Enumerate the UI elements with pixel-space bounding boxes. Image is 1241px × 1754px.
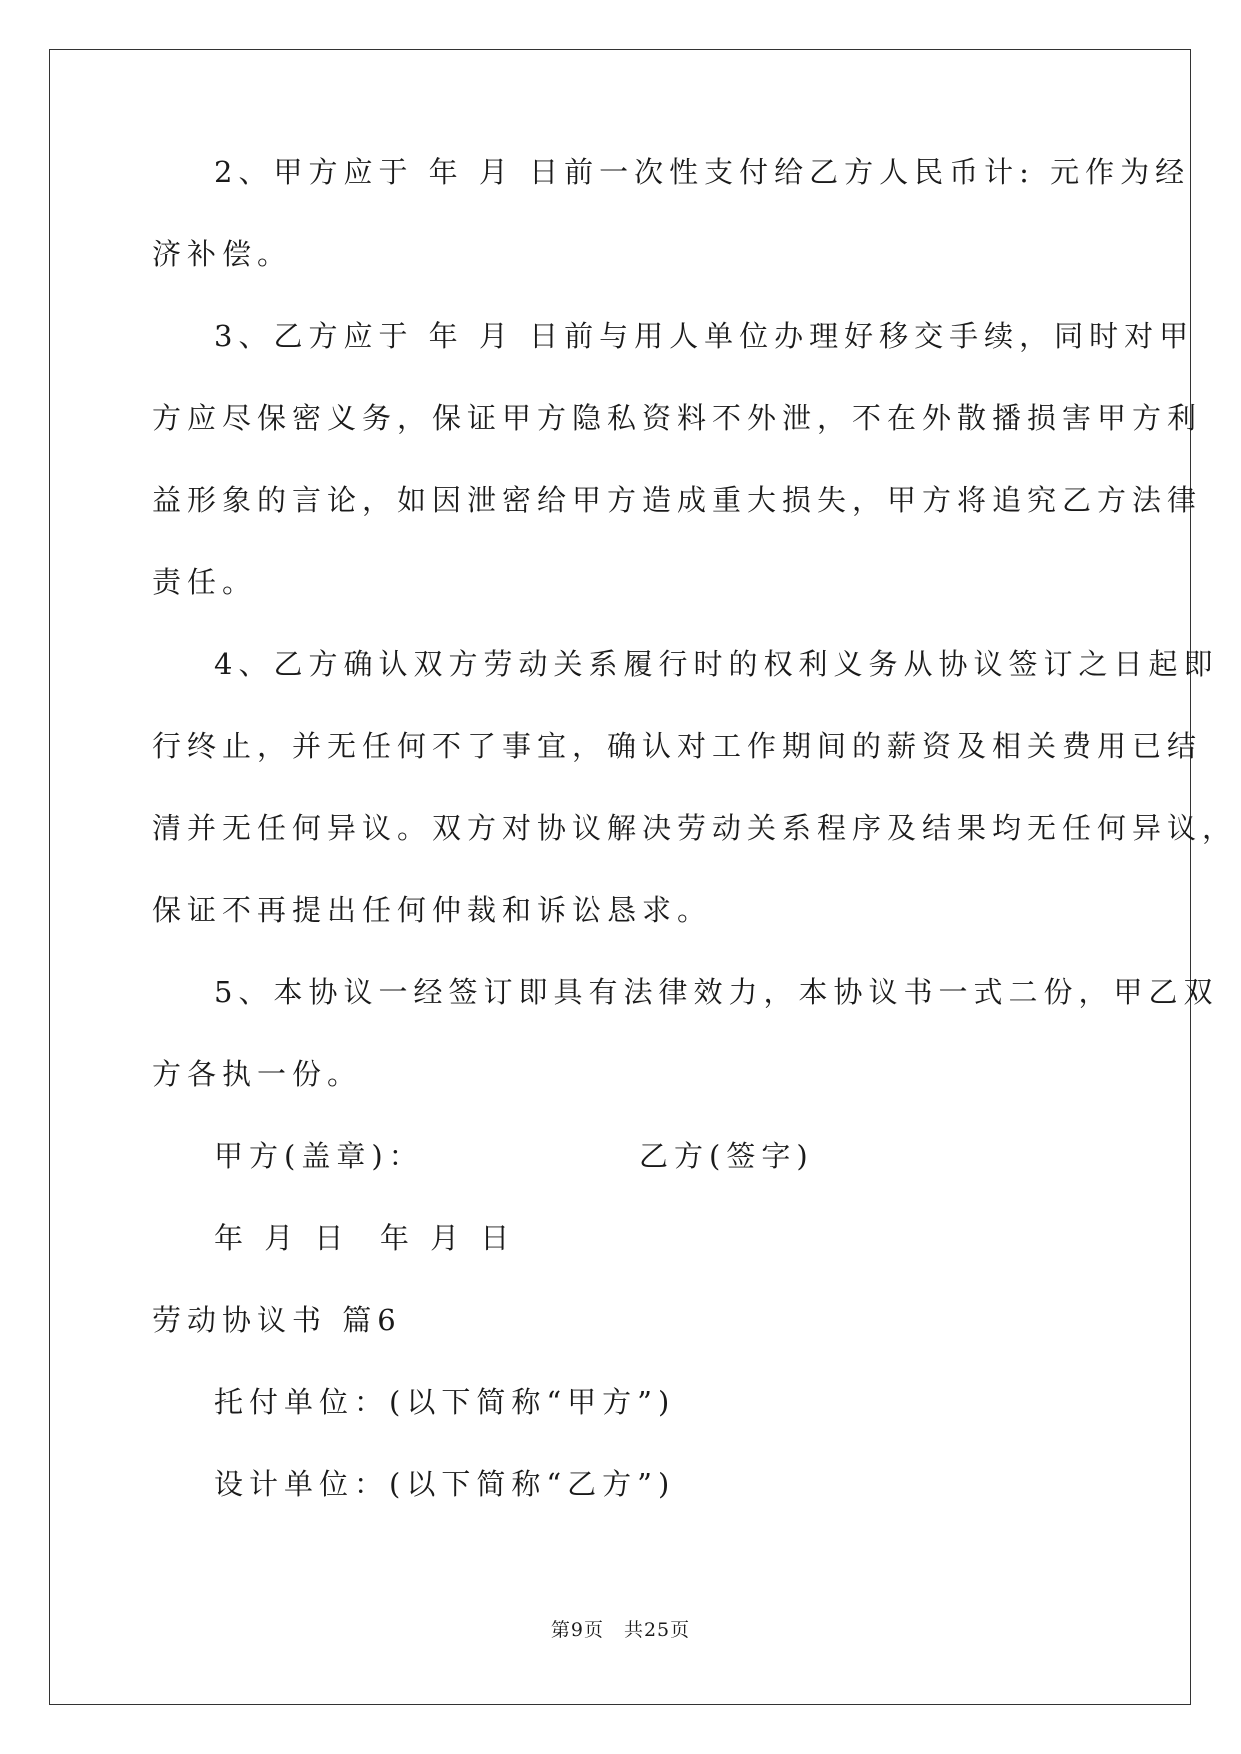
date-line: 年 月 日 年 月 日 <box>214 1221 516 1255</box>
paragraph-2-line-1: 2、甲方应于 年 月 日前一次性支付给乙方人民币计: 元作为经 <box>214 155 1191 189</box>
party-a-signature-label: 甲方(盖章)： <box>214 1139 424 1173</box>
document-body <box>152 131 1238 1525</box>
paragraph-4-line-3: 清并无任何异议。双方对协议解决劳动关系程序及结果均无任何异议， <box>152 811 1238 845</box>
paragraph-4-line-4: 保证不再提出任何仲裁和诉讼恳求。 <box>152 893 713 927</box>
paragraph-4-line-1: 4、乙方确认双方劳动关系履行时的权利义务从协议签订之日起即 <box>214 647 1219 681</box>
paragraph-4-line-2: 行终止，并无任何不了事宜，确认对工作期间的薪资及相关费用已结 <box>152 729 1203 763</box>
paragraph-2-line-2: 济补偿。 <box>152 237 293 271</box>
signature-row <box>152 1115 1102 1197</box>
design-unit-line: 设计单位：(以下简称“乙方”) <box>214 1467 676 1501</box>
paragraph-3-line-4: 责任。 <box>152 565 258 599</box>
section-title: 劳动协议书 篇6 <box>152 1303 402 1337</box>
entrusting-unit-line: 托付单位：(以下简称“甲方”) <box>214 1385 676 1419</box>
paragraph-3-line-2: 方应尽保密义务，保证甲方隐私资料不外泄，不在外散播损害甲方利 <box>152 401 1203 435</box>
paragraph-5-line-1: 5、本协议一经签订即具有法律效力，本协议书一式二份，甲乙双 <box>214 975 1219 1009</box>
party-b-signature-label: 乙方(签字) <box>639 1139 814 1173</box>
page-footer: 第9页 共25页 <box>550 1619 691 1641</box>
paragraph-5-line-2: 方各执一份。 <box>152 1057 363 1091</box>
paragraph-3-line-3: 益形象的言论，如因泄密给甲方造成重大损失，甲方将追究乙方法律 <box>152 483 1203 517</box>
paragraph-3-line-1: 3、乙方应于 年 月 日前与用人单位办理好移交手续，同时对甲 <box>214 319 1195 353</box>
